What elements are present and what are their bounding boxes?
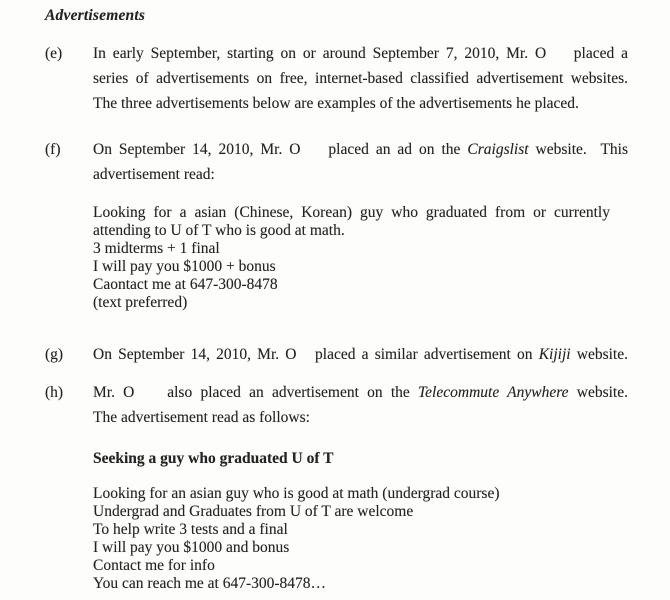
text-run: On September 14, 2010, Mr. O placed a similar advertisement on — [93, 346, 539, 363]
paragraph-h-label: (h) — [45, 384, 64, 401]
ad-line: (text preferred) — [93, 294, 188, 311]
telecommute-ad-text — [93, 485, 628, 593]
paragraph-e-label: (e) — [45, 45, 63, 62]
text-run: Mr. O also placed an advertisement on the — [93, 384, 418, 401]
ad-title: Seeking a guy who graduated U of T — [93, 450, 334, 467]
ad-line: Caontact me at 647-300-8478 — [93, 276, 278, 293]
paragraph-f-label: (f) — [45, 141, 61, 158]
text-run: website. This — [528, 141, 628, 158]
paragraph-g-body — [93, 342, 628, 367]
website-name-craigslist: Craigslist — [467, 141, 529, 158]
paragraph-g — [45, 342, 628, 367]
paragraph-line: The advertisement read as follows: — [93, 409, 310, 426]
ad-line: 3 midterms + 1 final — [93, 240, 220, 257]
ad-line: Undergrad and Graduates from U of T are welcome — [93, 503, 414, 520]
ad-line: Looking for a asian (Chinese, Korean) guy who graduated from or currently — [93, 204, 610, 221]
text-run: website. — [568, 384, 628, 401]
ad-line: attending to U of T who is good at math. — [93, 222, 345, 239]
paragraph-f-body — [93, 137, 628, 187]
paragraph-line: advertisement read: — [93, 166, 215, 183]
paragraph-line — [93, 137, 628, 162]
ad-line: To help write 3 tests and a final — [93, 521, 288, 538]
paragraph-line — [93, 380, 628, 405]
craigslist-ad-text — [93, 204, 610, 312]
paragraph-f — [45, 137, 628, 187]
website-name-telecommute-anywhere: Telecommute Anywhere — [417, 384, 569, 401]
ad-line: I will pay you $1000 + bonus — [93, 258, 276, 275]
text-run: website. — [570, 346, 628, 363]
paragraph-h-body — [93, 380, 628, 430]
paragraph-h — [45, 380, 628, 430]
paragraph-line: The three advertisements below are examples of the advertisements he placed. — [93, 95, 579, 112]
paragraph-g-label: (g) — [45, 346, 64, 363]
website-name-kijiji: Kijiji — [538, 346, 571, 363]
paragraph-line — [93, 342, 628, 367]
paragraph-line: In early September, starting on or around September 7, 2010, Mr. O placed a — [93, 45, 628, 62]
ad-line: You can reach me at 647-300-8478… — [93, 575, 327, 592]
paragraph-e-body — [93, 41, 628, 116]
ad-line: Looking for an asian guy who is good at math (undergrad course) — [93, 485, 500, 502]
paragraph-e — [45, 41, 628, 116]
ad-line: Contact me for info — [93, 557, 215, 574]
paragraph-line: series of advertisements on free, internet-based classified advertisement websites. — [93, 70, 628, 87]
text-run: On September 14, 2010, Mr. O placed an ad on the — [93, 141, 468, 158]
section-heading: Advertisements — [45, 7, 146, 24]
ad-line: I will pay you $1000 and bonus — [93, 539, 290, 556]
